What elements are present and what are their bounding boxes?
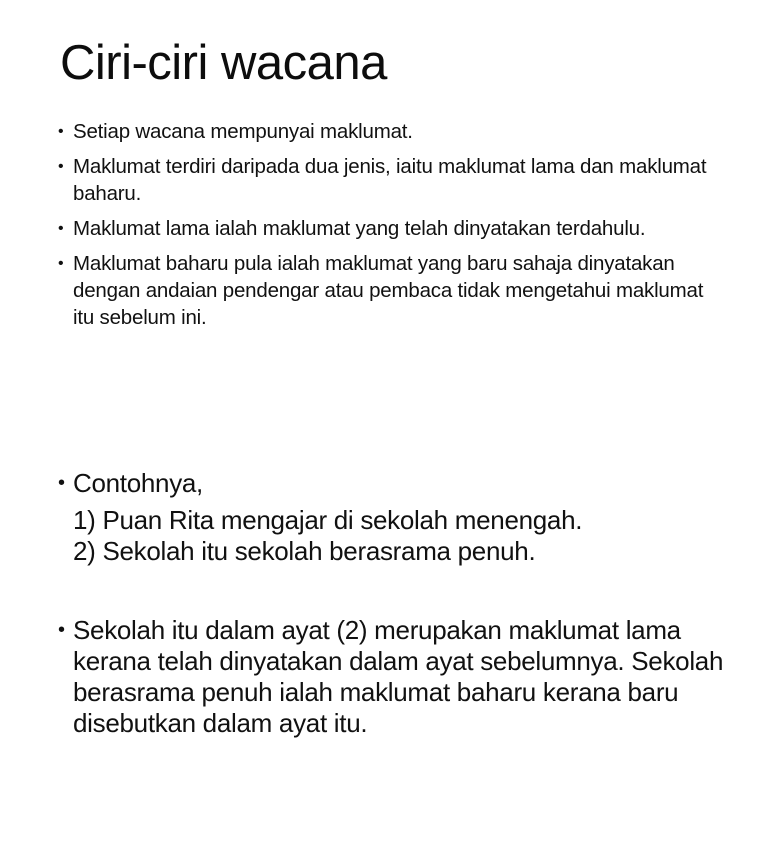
example-block [58, 468, 738, 567]
bullet-icon: • [58, 220, 64, 237]
bullet-icon: • [58, 472, 65, 494]
list-item-text: Maklumat terdiri daripada dua jenis, iaitu maklumat lama dan maklumat baharu. [73, 155, 707, 205]
bullet-icon: • [58, 255, 64, 272]
list-item [58, 215, 718, 242]
characteristics-list [58, 118, 718, 339]
list-item-text: Maklumat baharu pula ialah maklumat yang baru sahaja dinyatakan dengan andaian pendengar atau pembaca tidak mengetahui maklumat itu sebelum ini. [73, 252, 704, 329]
example-sentence: 2) Sekolah itu sekolah berasrama penuh. [73, 536, 536, 566]
explanation-item [58, 615, 738, 739]
bullet-icon: • [58, 619, 65, 641]
list-item [58, 153, 718, 207]
explanation-text: Sekolah itu dalam ayat (2) merupakan maklumat lama kerana telah dinyatakan dalam ayat sebelumnya. Sekolah berasrama penuh ialah maklumat baharu kerana baru disebutkan dalam ayat itu. [73, 615, 724, 738]
example-lead: Contohnya, [73, 468, 203, 498]
bullet-icon: • [58, 123, 64, 140]
list-item [58, 250, 718, 331]
explanation-block [58, 615, 738, 739]
list-item [58, 118, 718, 145]
bullet-icon: • [58, 158, 64, 175]
list-item-text: Setiap wacana mempunyai maklumat. [73, 120, 413, 143]
list-item-text: Maklumat lama ialah maklumat yang telah dinyatakan terdahulu. [73, 217, 646, 240]
slide-title: Ciri-ciri wacana [60, 36, 387, 90]
example-item [58, 468, 738, 567]
example-sentences [73, 505, 738, 567]
example-sentence: 1) Puan Rita mengajar di sekolah menengah. [73, 505, 583, 535]
